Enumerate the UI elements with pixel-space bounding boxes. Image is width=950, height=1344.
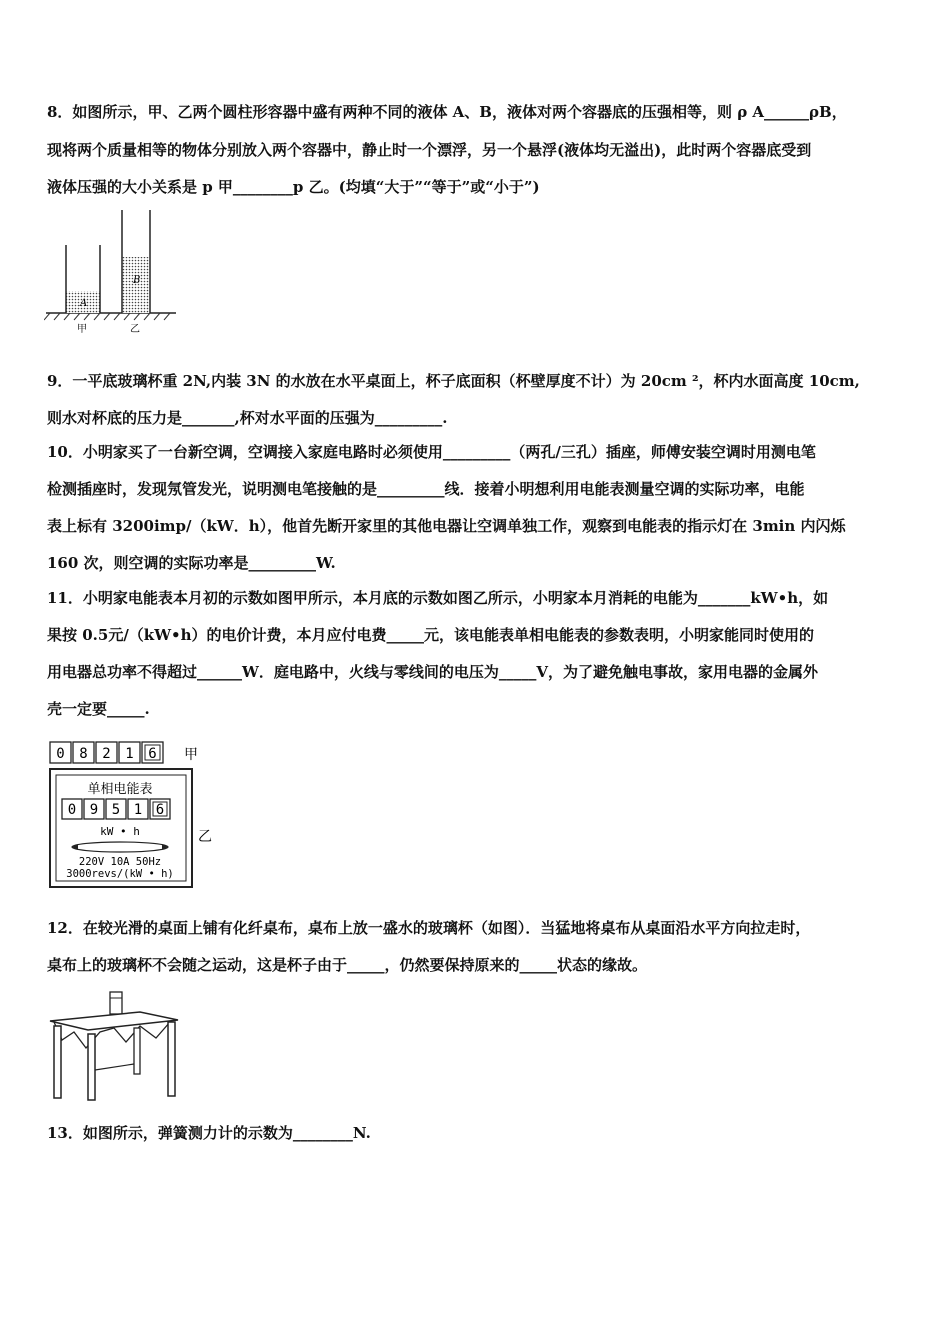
q9-line-2: 则水对杯底的压力是_______,杯对水平面的压强为_________.: [47, 409, 448, 427]
jia-digit-3: 2: [102, 746, 111, 762]
q8-line-3: 液体压强的大小关系是 p 甲________p 乙。(均填“大于”“等于”或“小于”): [47, 178, 540, 196]
q12-table-figure: [44, 988, 184, 1103]
q10-line-2: 检测插座时，发现氖管发光，说明测电笔接触的是_________线．接着小明想利用电能表测量空调的实际功率，电能: [47, 480, 805, 498]
q11-line-4: 壳一定要_____.: [47, 700, 150, 718]
q8-line-2: 现将两个质量相等的物体分别放入两个容器中，静止时一个漂浮，另一个悬浮(液体均无溢出)，此时两个容器底受到: [47, 141, 812, 159]
q11-line-3: 用电器总功率不得超过______W．庭电路中，火线与零线间的电压为_____V，为了避免触电事故，家用电器的金属外: [47, 663, 818, 681]
label-yi: 乙: [130, 324, 140, 335]
yi-digit-3: 5: [111, 802, 121, 818]
q11-line-2: 果按 0.5元/（kW•h）的电价计费，本月应付电费_____元，该电能表单相电能表的参数表明，小明家能同时使用的: [47, 626, 815, 644]
q8-containers-figure: [44, 205, 179, 335]
q10-line-4: 160 次，则空调的实际功率是_________W.: [47, 554, 336, 572]
label-a: A: [80, 298, 88, 309]
jia-digit-4: 1: [125, 746, 134, 762]
q9-line-1: 9．一平底玻璃杯重 2N,内装 3N 的水放在水平桌面上，杯子底面积（杯壁厚度不计）为 20cm ²，杯内水面高度 10cm,: [47, 372, 860, 390]
yi-digit-2: 9: [89, 802, 99, 818]
meter-unit: kW • h: [100, 825, 140, 838]
meter-disc: [72, 842, 168, 852]
q11-line-1: 11．小明家电能表本月初的示数如图甲所示，本月底的示数如图乙所示，小明家本月消耗的电能为_______kW•h，如: [47, 589, 829, 607]
q10-line-3: 表上标有 3200imp/（kW．h），他首先断开家里的其他电器让空调单独工作，观察到电能表的指示灯在 3min 内闪烁: [47, 517, 846, 535]
glass-cup: [110, 992, 122, 1014]
q11-meter-figure: [48, 738, 223, 890]
jia-digit-1: 0: [56, 746, 65, 762]
q13-line-1: 13．如图所示，弹簧测力计的示数为________N.: [47, 1124, 371, 1142]
label-b: B: [133, 275, 141, 286]
label-jia: 甲: [77, 324, 87, 335]
jia-digit-2: 8: [79, 746, 88, 762]
yi-digit-5: 6: [155, 802, 165, 818]
meter-title: 单相电能表: [87, 782, 153, 797]
q12-line-1: 12．在较光滑的桌面上铺有化纤桌布，桌布上放一盛水的玻璃杯（如图）．当猛地将桌布从桌面沿水平方向拉走时，: [47, 919, 811, 937]
yi-digit-1: 0: [67, 802, 77, 818]
q10-line-1: 10．小明家买了一台新空调，空调接入家庭电路时必须使用_________（两孔/三孔）插座，师傅安装空调时用测电笔: [47, 443, 816, 461]
yi-label: 乙: [198, 829, 212, 845]
yi-digit-4: 1: [133, 802, 143, 818]
q8-line-1: 8．如图所示，甲、乙两个圆柱形容器中盛有两种不同的液体 A、B，液体对两个容器底的压强相等，则 ρ A______ρB，: [47, 103, 847, 121]
meter-spec-2: 3000revs/(kW • h): [66, 868, 174, 880]
meter-spec-1: 220V 10A 50Hz: [78, 856, 162, 868]
q12-line-2: 桌布上的玻璃杯不会随之运动，这是杯子由于_____，仍然要保持原来的_____状态的缘故。: [47, 956, 648, 974]
jia-label: 甲: [184, 747, 198, 763]
jia-digit-5: 6: [148, 746, 157, 762]
